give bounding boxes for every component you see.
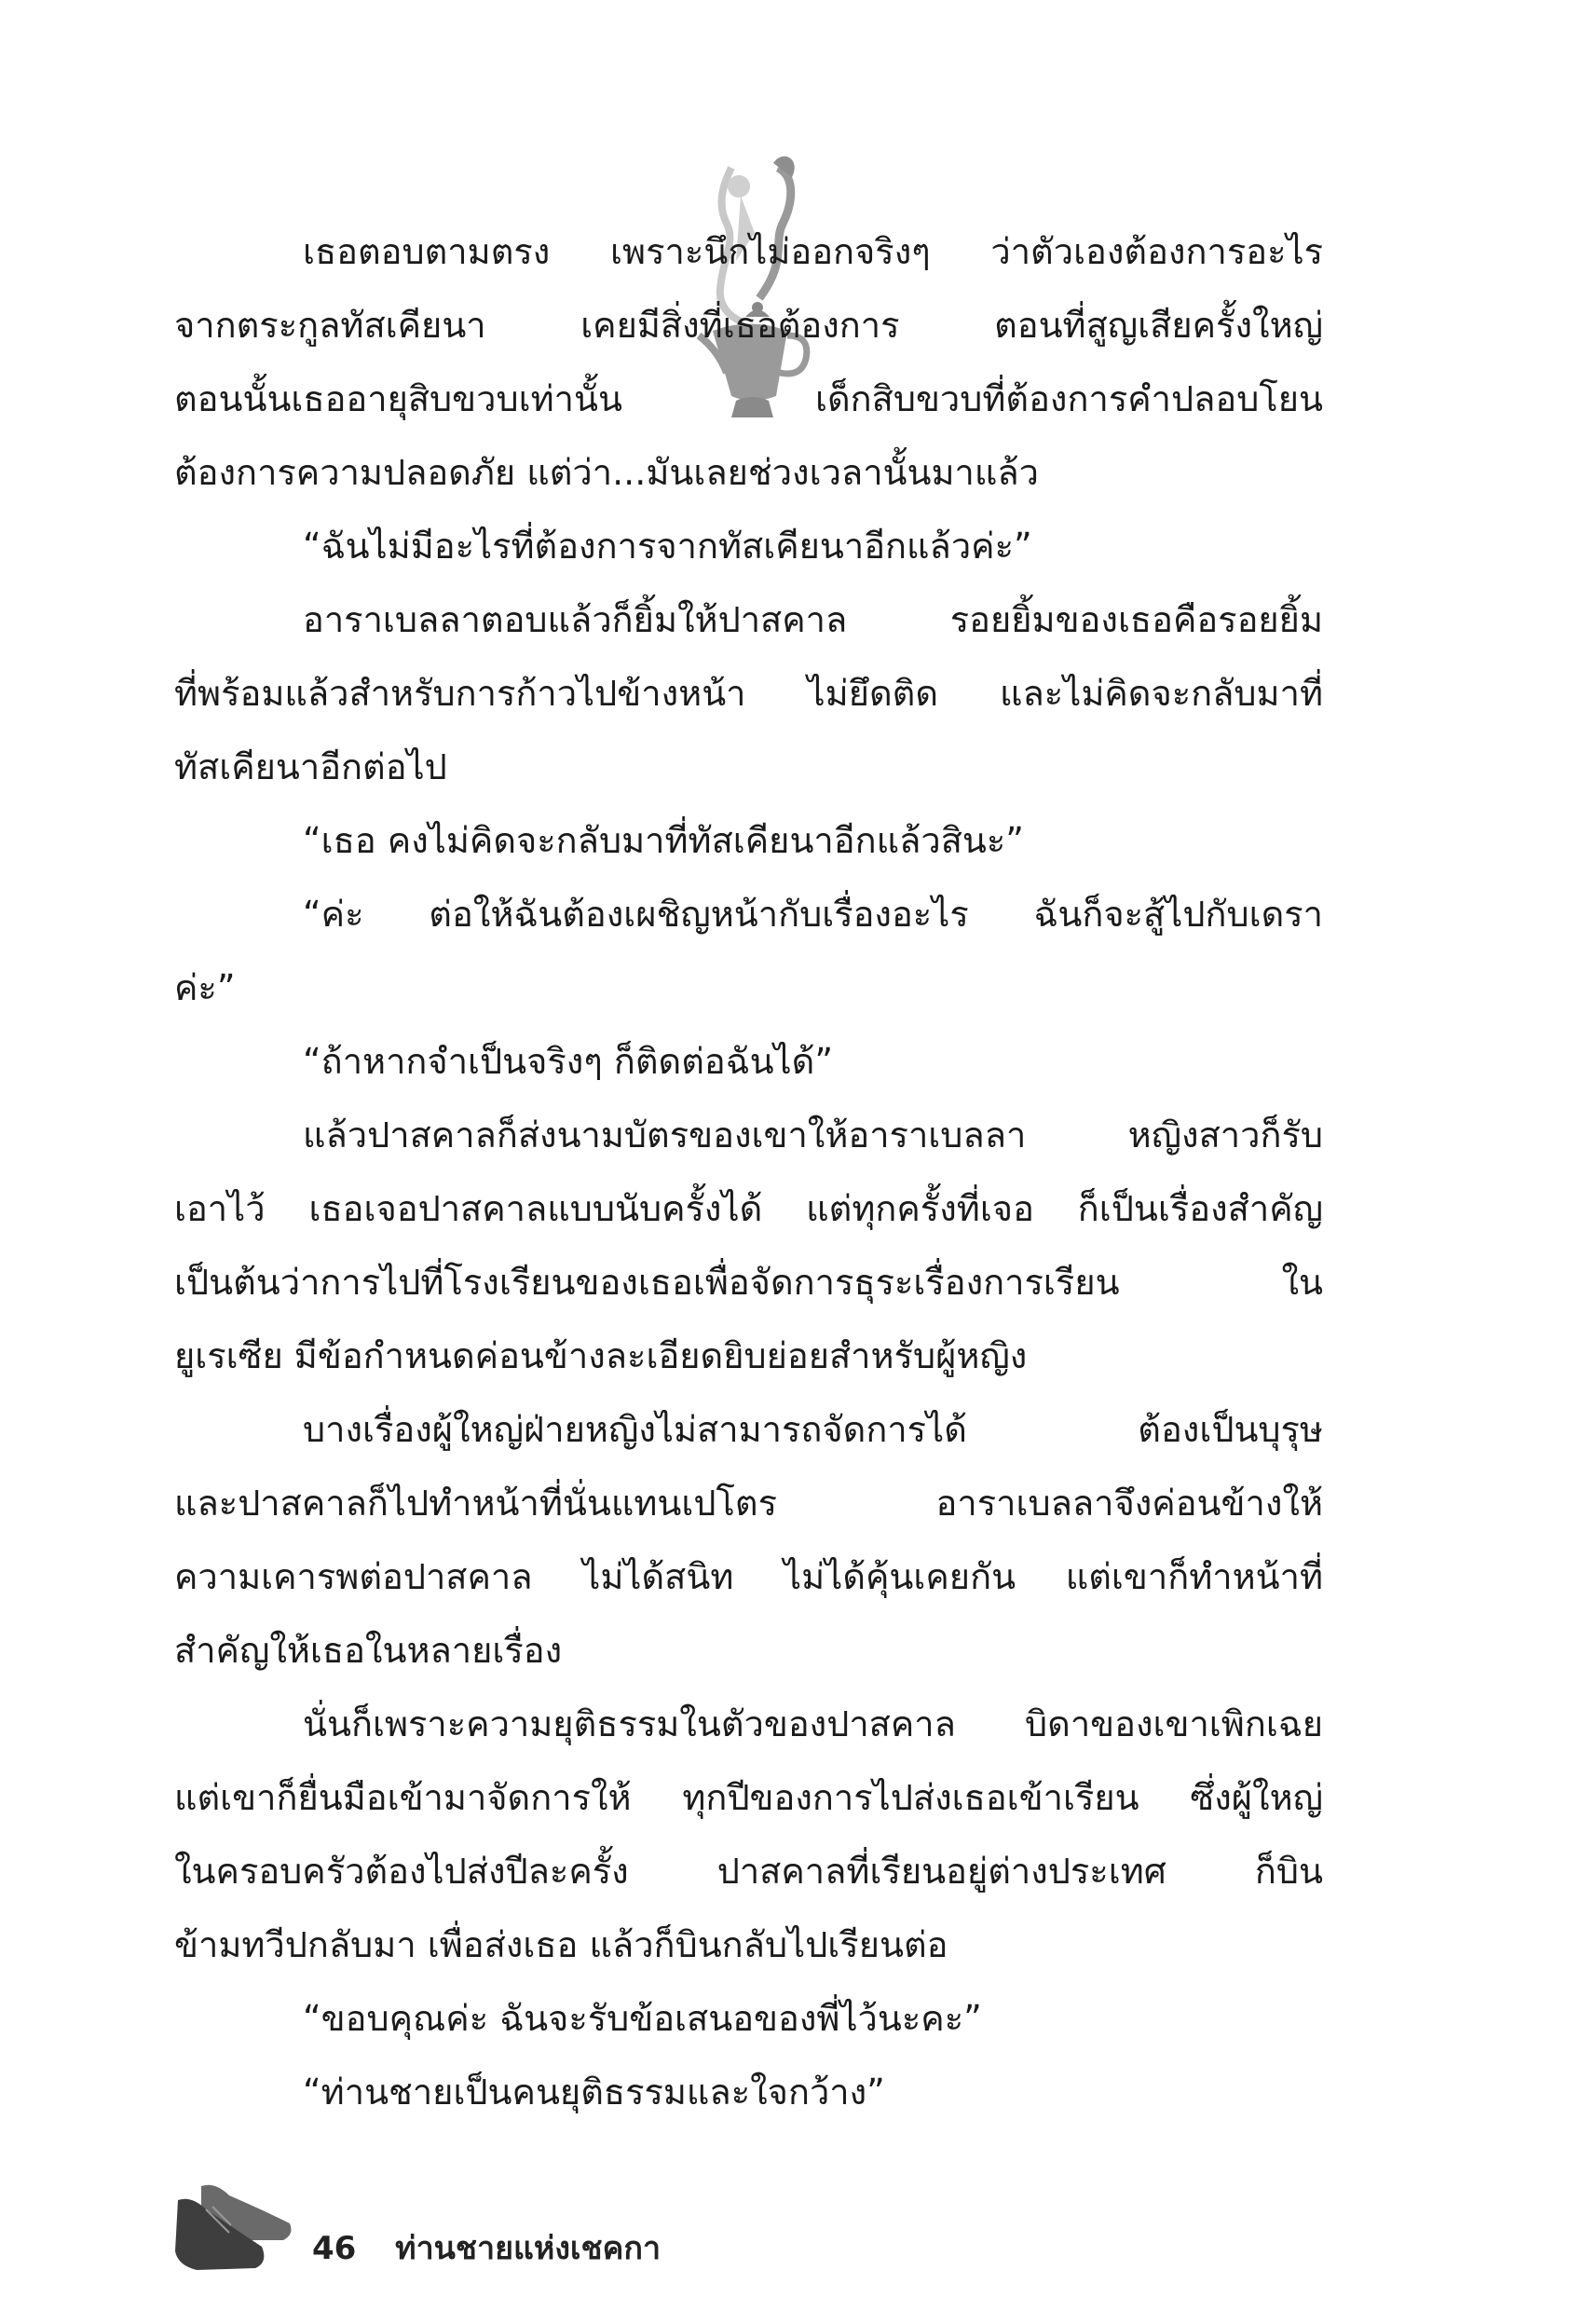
text-line: บางเรื่องผู้ใหญ่ฝ่ายหญิงไม่สามารถจัดการได้ ต้องเป็นบุรุษ: [303, 1409, 1323, 1450]
book-title: ท่านชายแห่งเชคกา: [395, 2230, 662, 2267]
text-line: แล้วปาสคาลก็ส่งนามบัตรของเขาให้อาราเบลลา หญิงสาวก็รับ: [303, 1114, 1323, 1156]
text-line: สำคัญให้เธอในหลายเรื่อง: [174, 1630, 563, 1671]
text-line: ค่ะ”: [174, 967, 236, 1008]
text-line: เอาไว้ เธอเจอปาสคาลแบบนับครั้งได้ แต่ทุกครั้งที่เจอ ก็เป็นเรื่องสำคัญ: [174, 1188, 1323, 1229]
text-line: ที่พร้อมแล้วสำหรับการก้าวไปข้างหน้า ไม่ยึดติด และไม่คิดจะกลับมาที่: [174, 673, 1323, 714]
text-line: ในครอบครัวต้องไปส่งปีละครั้ง ปาสคาลที่เรียนอยู่ต่างประเทศ ก็บิน: [174, 1851, 1323, 1892]
text-line: “ท่านชายเป็นคนยุติธรรมและใจกว้าง”: [303, 2072, 885, 2113]
text-line: จากตระกูลทัสเคียนา เคยมีสิ่งที่เธอต้องการ ตอนที่สูญเสียครั้งใหญ่: [174, 305, 1323, 346]
text-line: แต่เขาก็ยื่นมือเข้ามาจัดการให้ ทุกปีของการไปส่งเธอเข้าเรียน ซึ่งผู้ใหญ่: [174, 1777, 1323, 1818]
text-line: ยูเรเซีย มีข้อกำหนดค่อนข้างละเอียดยิบย่อยสำหรับผู้หญิง: [174, 1335, 1028, 1376]
text-line: “ค่ะ ต่อให้ฉันต้องเผชิญหน้ากับเรื่องอะไร ฉันก็จะสู้ไปกับเดรา: [303, 894, 1323, 935]
text-line: ต้องการความปลอดภัย แต่ว่า...มันเลยช่วงเวลานั้นมาแล้ว: [174, 452, 1039, 493]
text-line: นั่นก็เพราะความยุติธรรมในตัวของปาสคาล บิดาของเขาเพิกเฉย: [303, 1703, 1323, 1744]
text-line: เป็นต้นว่าการไปที่โรงเรียนของเธอเพื่อจัดการธุระเรื่องการเรียน ใน: [174, 1262, 1323, 1303]
text-line: ทัสเคียนาอีกต่อไป: [174, 746, 447, 787]
text-line: “เธอ คงไม่คิดจะกลับมาที่ทัสเคียนาอีกแล้วสินะ”: [303, 820, 1024, 861]
text-line: และปาสคาลก็ไปทำหน้าที่นั่นแทนเปโตร อาราเบลลาจึงค่อนข้างให้: [174, 1483, 1323, 1524]
shoes-icon: [173, 2177, 296, 2276]
text-line: “ถ้าหากจำเป็นจริงๆ ก็ติดต่อฉันได้”: [303, 1041, 834, 1082]
text-line: “ฉันไม่มีอะไรที่ต้องการจากทัสเคียนาอีกแล้วค่ะ”: [303, 526, 1032, 567]
page-footer: [312, 2222, 689, 2273]
text-line: ความเคารพต่อปาสคาล ไม่ได้สนิท ไม่ได้คุ้นเคยกัน แต่เขาก็ทำหน้าที่: [174, 1556, 1323, 1597]
text-line: อาราเบลลาตอบแล้วก็ยิ้มให้ปาสคาล รอยยิ้มของเธอคือรอยยิ้ม: [303, 599, 1323, 640]
text-line: ตอนนั้นเธออายุสิบขวบเท่านั้น เด็กสิบขวบที่ต้องการคำปลอบโยน: [174, 378, 1323, 419]
page-number: 46: [312, 2230, 357, 2267]
text-line: เธอตอบตามตรง เพราะนึกไม่ออกจริงๆ ว่าตัวเองต้องการอะไร: [303, 231, 1323, 272]
text-line: “ขอบคุณค่ะ ฉันจะรับข้อเสนอของพี่ไว้นะคะ”: [303, 1998, 982, 2039]
text-line: ข้ามทวีปกลับมา เพื่อส่งเธอ แล้วก็บินกลับไปเรียนต่อ: [174, 1924, 948, 1965]
